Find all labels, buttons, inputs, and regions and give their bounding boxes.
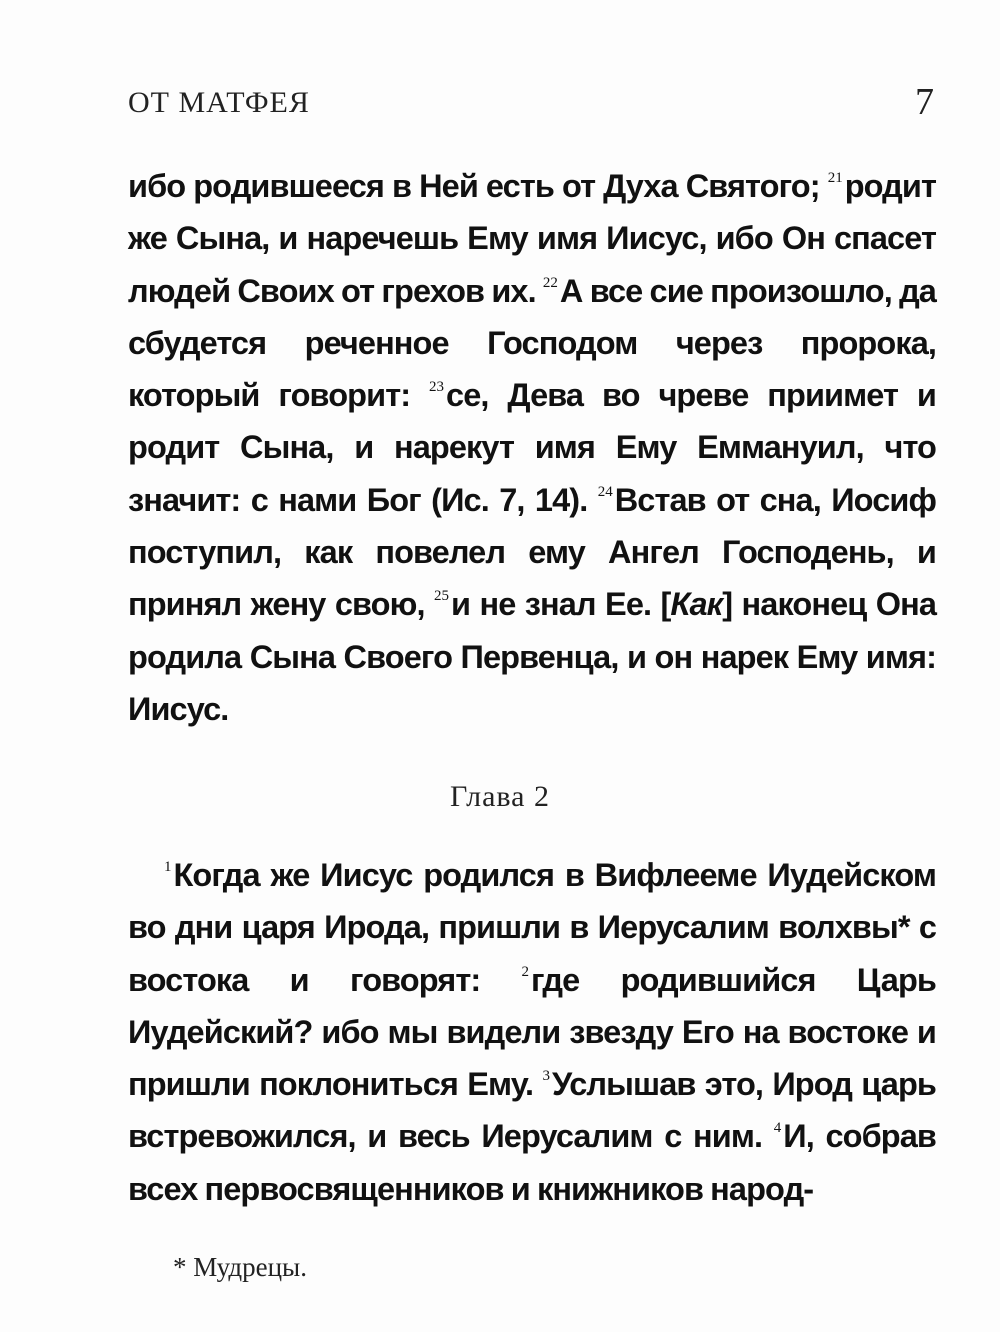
verse-text-2: где родившийся Царь Иудейский? ибо мы видели звезду Его на востоке и пришли поклониться Ему. [128,961,937,1103]
running-title: ОТ МАТФЕЯ [128,86,310,119]
verse-number-25: 25 [434,588,450,605]
verse-number-3: 3 [542,1068,550,1085]
text-block-chapter-2 [128,849,936,1215]
verse-text-25a: и не знал Ее. [ [451,586,671,623]
verse-number-23: 23 [429,379,445,396]
verse-number-22: 22 [542,274,558,291]
verse-number-1: 1 [164,859,172,875]
verse-text-4: И, собрав всех первосвященников и книжников народ- [128,1118,937,1207]
footnote: * Мудрецы. [173,1252,307,1282]
verse-text-3: Услышав это, Ирод царь встревожился, и весь Иерусалим с ним. [128,1066,936,1155]
verse-text-20: ибо родившееся в Ней есть от Духа Святого; [128,168,820,204]
page-number: 7 [915,81,934,123]
chapter-heading: Глава 2 [450,780,550,813]
verse-text-23: се, Дева во чреве приимет и родит Сына, и нарекут имя Ему Еммануил, что значит: с нами Бог (Ис. 7, 14). [128,377,936,518]
verse-text-24: Встав от сна, Иосиф поступил, как повелел ему Ангел Господень, и принял жену свою, [128,481,936,623]
verse-text-25-italic: Как [670,586,723,623]
verse-number-4: 4 [773,1120,782,1137]
verse-text-25c: ] наконец Она родила Сына Своего Первенца, и он нарек Ему имя: Иисус. [128,586,936,727]
verse-text-1: Когда же Иисус родился в Вифлееме Иудейском во дни царя Ирода, пришли в Иерусалим волхвы* с востока и говорят: [128,857,936,998]
verse-text-22: А все сие произошло, да сбудется реченное Господом через пророка, который говорит: [128,272,936,414]
verse-number-2: 2 [521,963,530,980]
verse-text-21: родит же Сына, и наречешь Ему имя Иисус, ибо Он спасет людей Своих от грехов их. [128,168,936,309]
verse-number-24: 24 [597,483,613,500]
verse-number-21: 21 [827,170,843,186]
text-block-chapter-1-end [128,160,936,735]
